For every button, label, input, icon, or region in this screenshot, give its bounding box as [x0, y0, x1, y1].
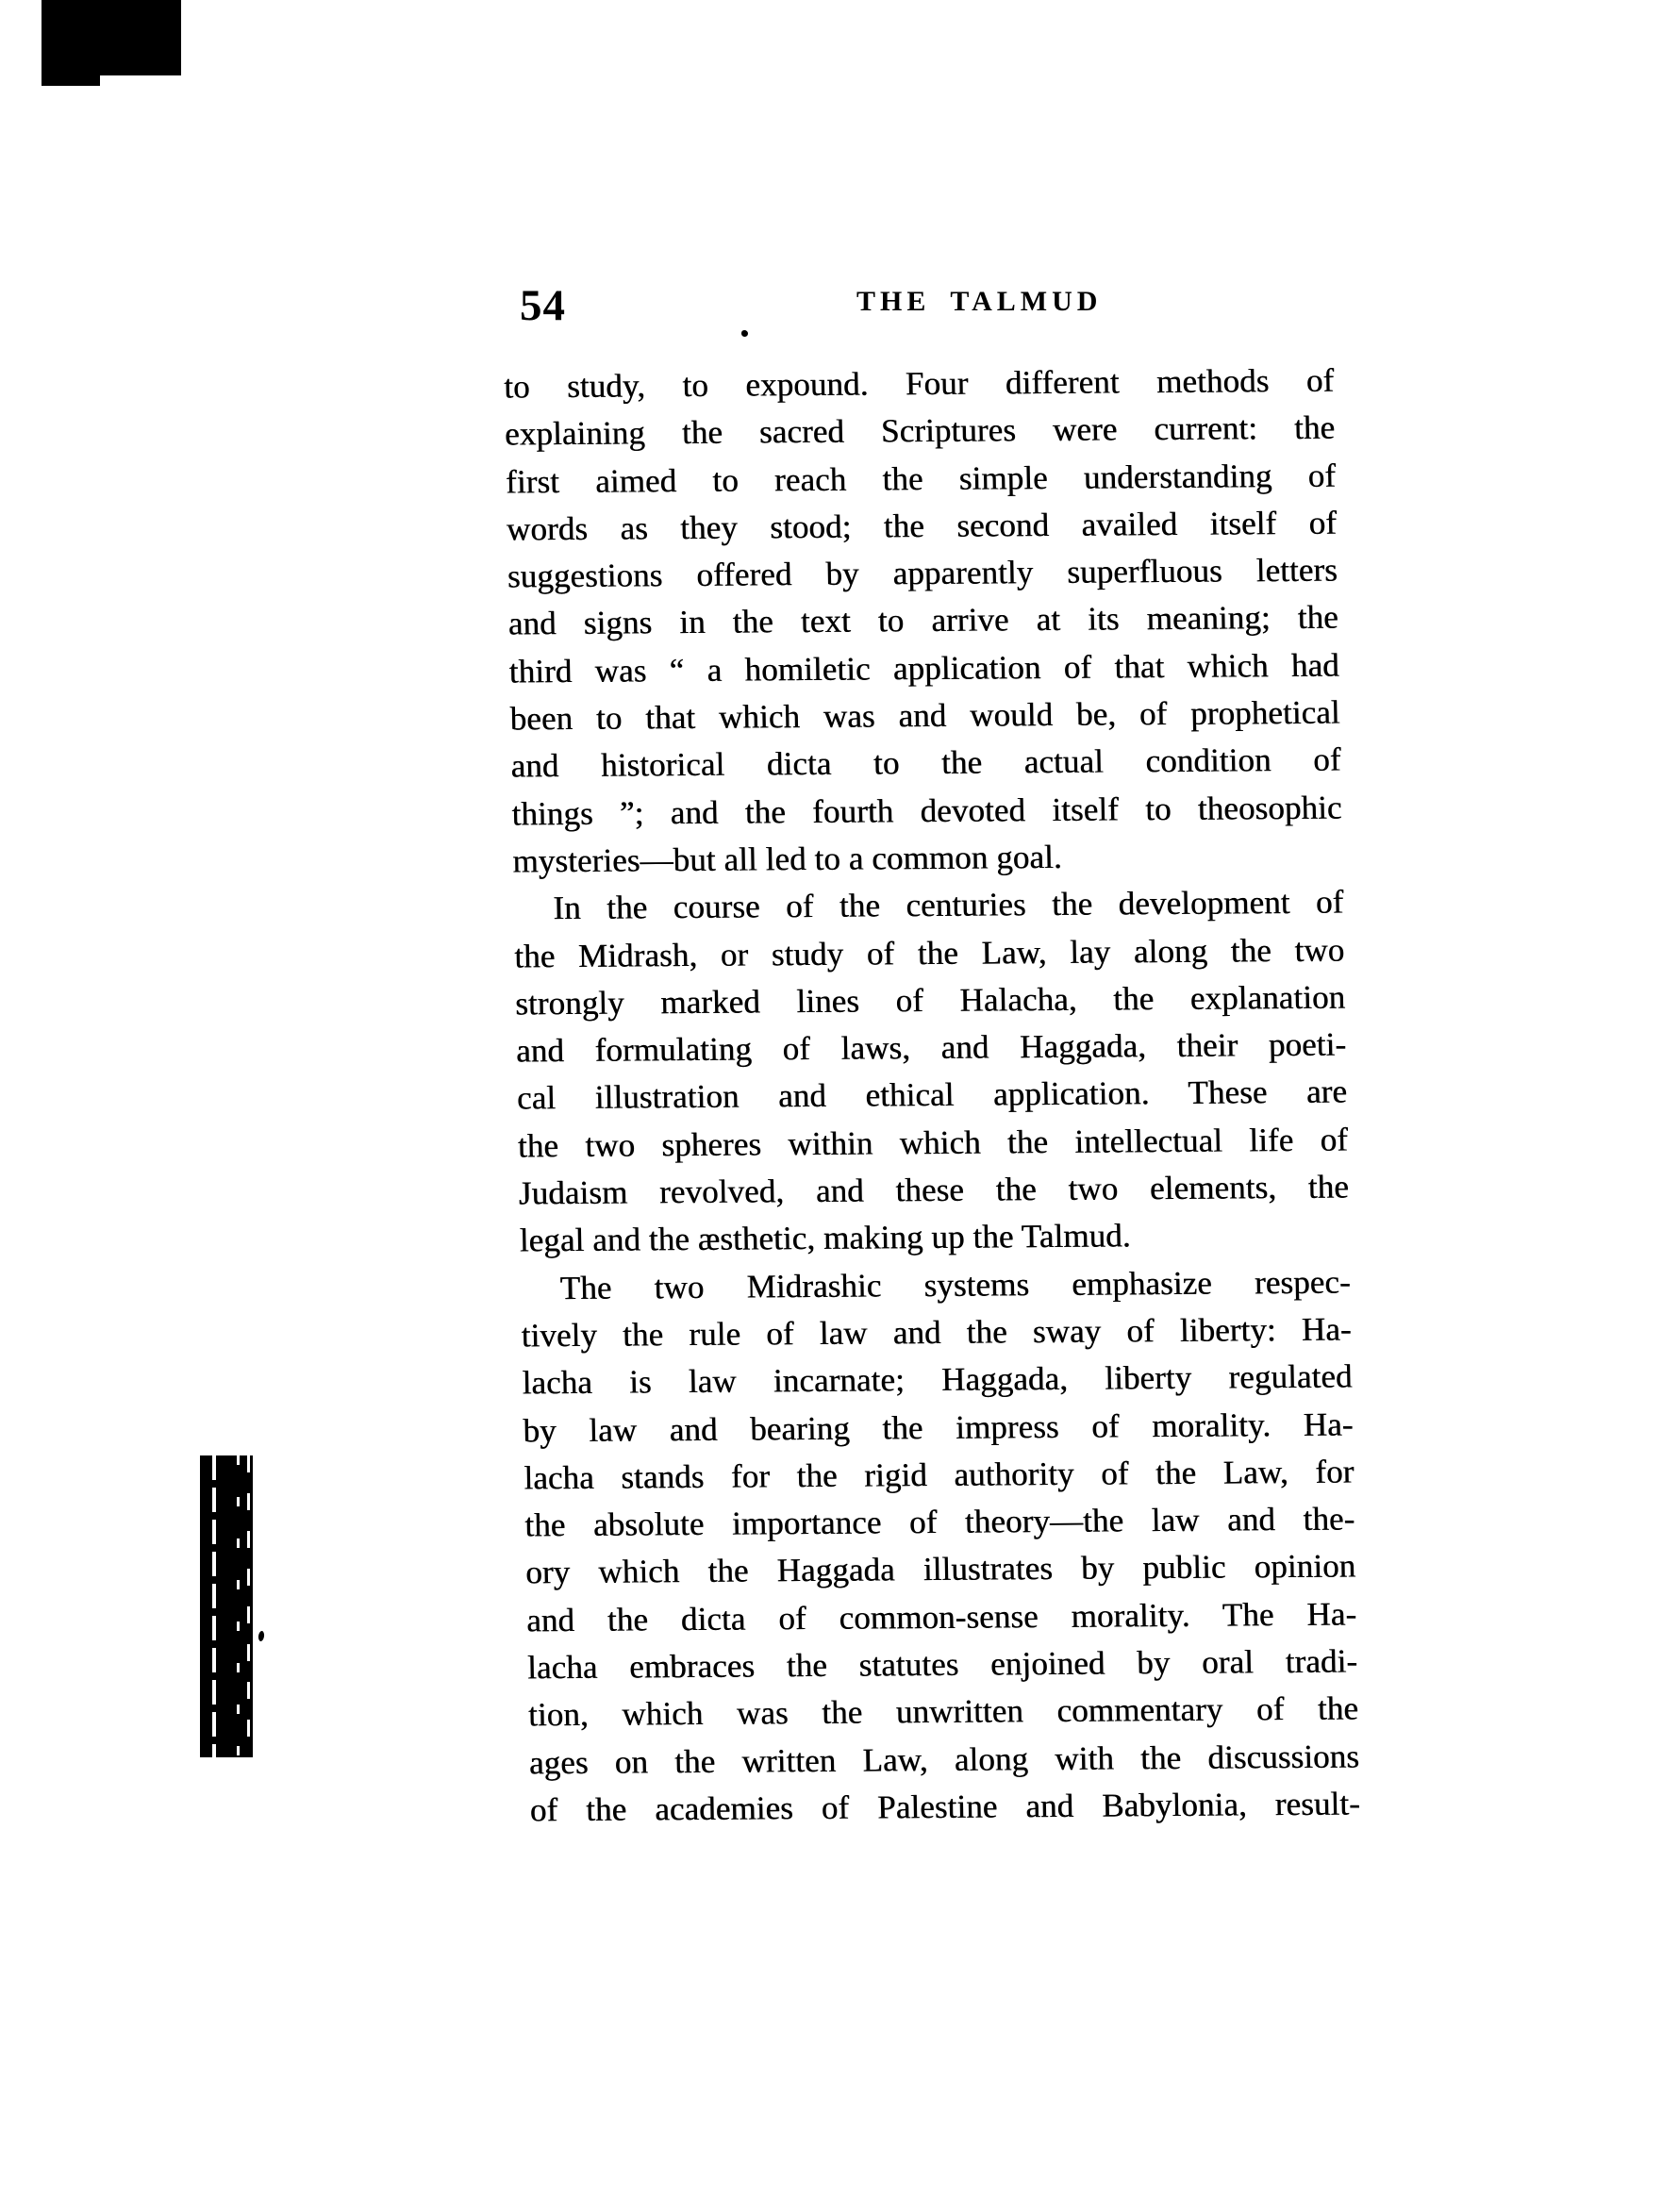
text-line-7: third was “ a homiletic application of that which had: [508, 646, 1340, 690]
text-line-3: first aimed to reach the simple understanding of: [505, 457, 1337, 501]
text-line-15: and formulating of laws, and Haggada, their poeti-: [515, 1025, 1347, 1070]
running-header: THE TALMUD: [856, 286, 1103, 317]
text-line-5: suggestions offered by apparently superfluous letters: [507, 551, 1338, 595]
ink-speck-below-header: [741, 330, 748, 337]
text-line-18: Judaism revolved, and these the two elements, the: [518, 1168, 1350, 1212]
text-line-9: and historical dicta to the actual condition of: [510, 740, 1341, 785]
text-line-24: lacha stands for the rigid authority of the Law, for: [524, 1453, 1355, 1497]
binding-mark-white-stripe: [247, 1455, 250, 1757]
text-line-23: by law and bearing the impress of morality. Ha-: [523, 1405, 1354, 1449]
text-line-29: tion, which was the unwritten commentary of the: [527, 1689, 1359, 1734]
text-line-30: ages on the written Law, along with the discussions: [528, 1738, 1360, 1781]
text-line-6: and signs in the text to arrive at its meaning; the: [507, 599, 1339, 642]
text-line-28: lacha embraces the statutes enjoined by oral tradi-: [526, 1642, 1358, 1687]
text-line-25: the absolute importance of theory—the law and the-: [524, 1500, 1355, 1544]
text-line-17: the two spheres within which the intellectual life of: [517, 1121, 1349, 1165]
binding-mark-white-stripe: [212, 1455, 216, 1757]
text-line-20: The two Midrashic systems emphasize respec-: [559, 1263, 1352, 1306]
text-line-16: cal illustration and ethical application. These are: [516, 1073, 1348, 1117]
text-line-4: words as they stood; the second availed itself of: [506, 504, 1338, 548]
text-line-14: strongly marked lines of Halacha, the explanation: [514, 978, 1346, 1023]
text-line-11: mysteries—but all led to a common goal.: [512, 838, 1062, 880]
text-line-10: things ”; and the fourth devoted itself to theosophic: [511, 789, 1342, 833]
text-line-31: of the academies of Palestine and Babylonia, result-: [529, 1785, 1361, 1829]
binding-mark-white-stripe: [237, 1455, 240, 1757]
page-number: 54: [520, 281, 566, 330]
text-line-2: explaining the sacred Scriptures were current: the: [504, 408, 1336, 453]
text-line-13: the Midrash, or study of the Law, lay along the two: [513, 931, 1345, 975]
text-line-27: and the dicta of common-sense morality. The Ha-: [525, 1595, 1357, 1639]
text-line-22: lacha is law incarnate; Haggada, liberty regulated: [522, 1357, 1353, 1402]
text-line-1: to study, to expound. Four different methods of: [503, 361, 1335, 406]
body-text-block: [504, 358, 1361, 1835]
text-line-8: been to that which was and would be, of prophetical: [509, 693, 1340, 738]
ink-speck-left-margin: [258, 1631, 264, 1642]
text-line-26: ory which the Haggada illustrates by public opinion: [524, 1547, 1356, 1591]
text-line-12: In the course of the centuries the development of: [552, 883, 1344, 927]
scan-artifact-top-bar: [42, 0, 181, 75]
scan-artifact-binding-mark: [200, 1455, 253, 1757]
text-line-19: legal and the æsthetic, making up the Talmud.: [519, 1217, 1131, 1259]
text-line-21: tively the rule of law and the sway of liberty: Ha-: [521, 1310, 1352, 1355]
